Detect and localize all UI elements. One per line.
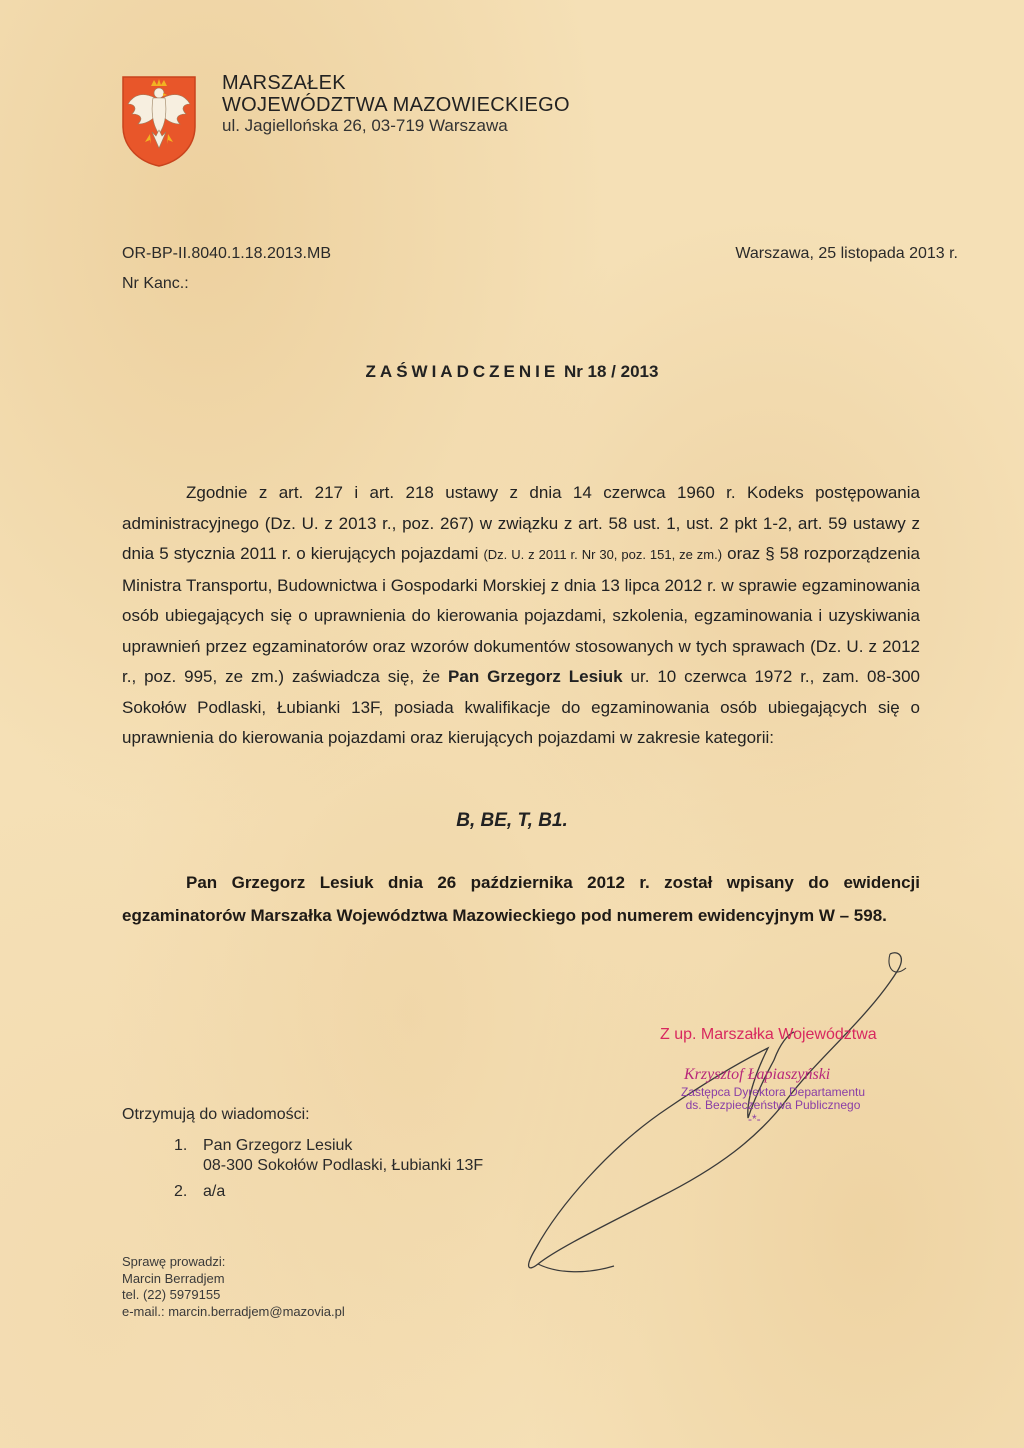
institution-title	[222, 72, 570, 116]
stamp-role-line2: ds. Bezpieczeństwa Publicznego	[685, 1098, 861, 1112]
license-categories: B, BE, T, B1.	[456, 810, 568, 831]
stamp-mark: -*-	[748, 1112, 761, 1126]
recipient-address: 08-300 Sokołów Podlaski, Łubianki 13F	[203, 1157, 484, 1174]
recipient-name: a/a	[203, 1183, 226, 1200]
reference-number: OR-BP-II.8040.1.18.2013.MB	[122, 245, 331, 262]
body-text-journal-ref: (Dz. U. z 2011 r. Nr 30, poz. 151, ze zm.)	[483, 547, 723, 562]
document-date: Warszawa, 25 listopada 2013 r.	[735, 245, 958, 262]
institution-title-line2: WOJEWÓDZTWA MAZOWIECKIEGO	[222, 94, 570, 116]
stamp-signatory-name: Krzysztof Łapiaszyński	[684, 1066, 831, 1083]
contact-email: e-mail.: marcin.berradjem@mazovia.pl	[122, 1303, 345, 1319]
institution-title-line1: MARSZAŁEK	[222, 72, 346, 94]
recipient-name: Pan Grzegorz Lesiuk	[203, 1137, 353, 1154]
certificate-body	[122, 478, 920, 754]
case-handler-contact	[122, 1254, 345, 1320]
kanc-number: Nr Kanc.:	[122, 275, 189, 292]
institution-address: ul. Jagiellońska 26, 03-719 Warszawa	[222, 116, 508, 135]
recipient-number: 1.	[174, 1137, 188, 1154]
document-title-word: ZAŚWIADCZENIE	[365, 362, 560, 381]
document-title	[0, 362, 1024, 382]
stamp-signatory-role	[666, 1086, 880, 1112]
stamp-authority: Z up. Marszałka Województwa	[660, 1026, 877, 1043]
contact-label: Sprawę prowadzi:	[122, 1254, 226, 1269]
certificate-paragraph	[122, 478, 920, 754]
contact-name: Marcin Berradjem	[122, 1270, 225, 1286]
person-name: Pan Grzegorz Lesiuk	[448, 667, 623, 686]
registration-statement	[122, 866, 920, 932]
contact-phone: tel. (22) 5979155	[122, 1287, 221, 1302]
recipients-heading: Otrzymują do wiadomości:	[122, 1106, 310, 1123]
stamp-role-line1: Zastępca Dyrektora Departamentu	[680, 1085, 866, 1099]
eagle-crest-icon	[120, 74, 198, 168]
body-text-part2: oraz § 58 rozporządzenia Ministra Transportu, Budownictwa i Gospodarki Morskiej z dnia 13 lipca 2012 r. w sprawie egzaminowania osób ubiegających się o uprawnienia do kierowania pojazdami, szkolenia, egzaminowania i uzyskiwania uprawnień przez egzaminatorów oraz wzorów dokumentów stosowanych w tych sprawach (Dz. U. z 2012 r., poz. 995, ze zm.) zaświadcza się, że	[122, 544, 920, 686]
body-text-part3: ur. 10 czerwca 1972 r., zam. 08-300 Sokołów Podlaski, Łubianki 13F, posiada kwalifikacje do egzaminowania osób ubiegających się o uprawnienia do kierowania pojazdami oraz kierujących pojazdami w zakresie kategorii:	[122, 667, 920, 747]
registration-text: Pan Grzegorz Lesiuk dnia 26 października 2012 r. został wpisany do ewidencji egzaminatorów Marszałka Województwa Mazowieckiego pod numerem ewidencyjnym W – 598.	[122, 873, 920, 925]
document-title-number: Nr 18 / 2013	[563, 362, 659, 381]
handwritten-signature	[518, 948, 918, 1288]
body-text-part1: Zgodnie z art. 217 i art. 218 ustawy z dnia 14 czerwca 1960 r. Kodeks postępowania administracyjnego (Dz. U. z 2013 r., poz. 267) w związku z art. 58 ust. 1, ust. 2 pkt 1-2, art. 59 ustawy z dnia 5 stycznia 2011 r. o kierujących pojazdami	[122, 483, 920, 563]
recipient-number: 2.	[174, 1183, 188, 1200]
